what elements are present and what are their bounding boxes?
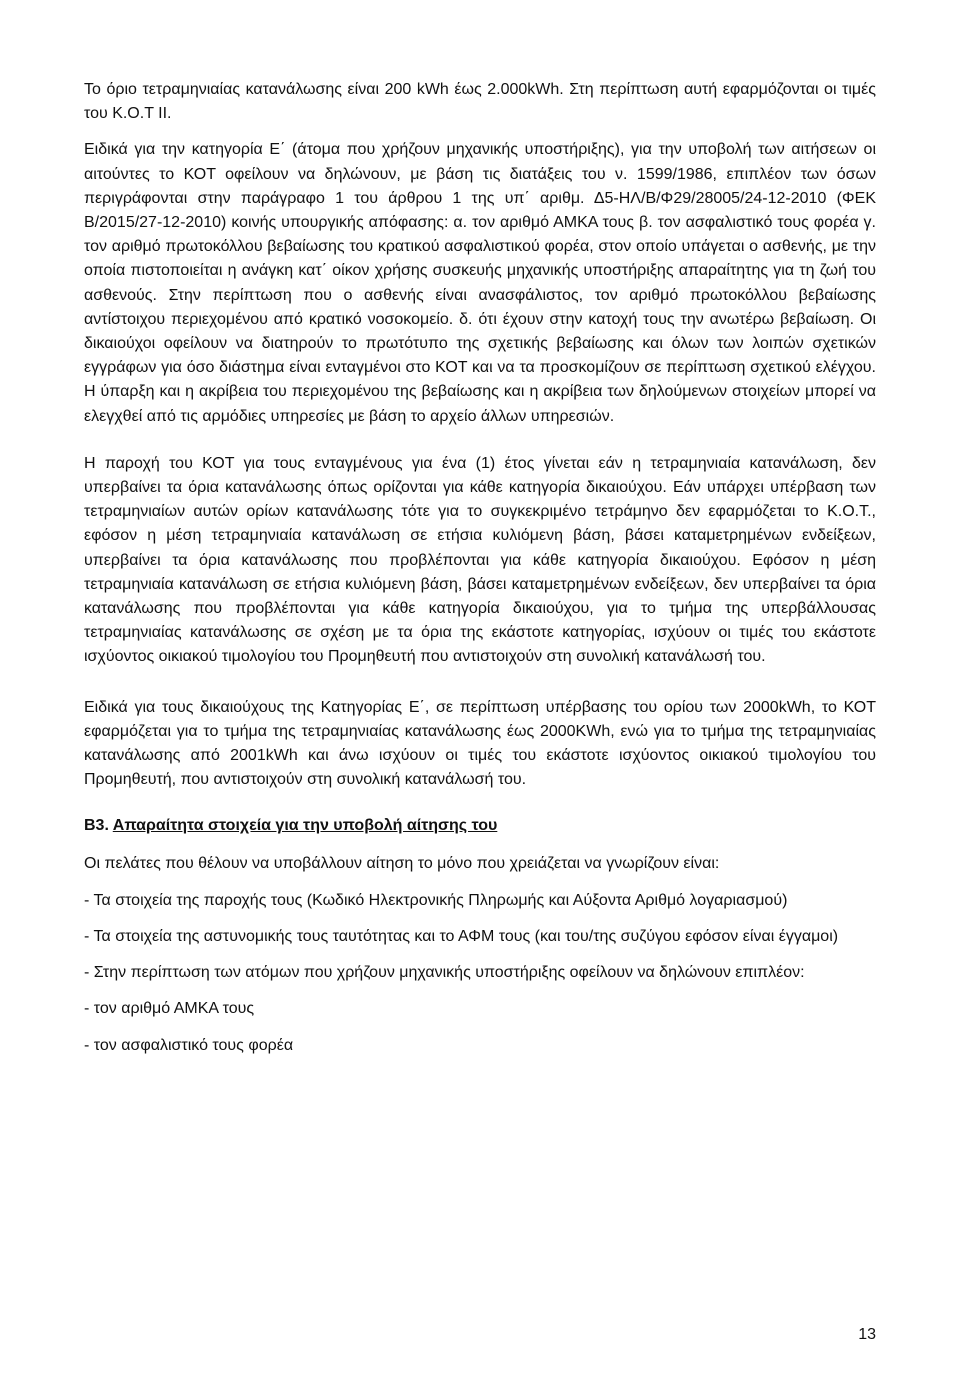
list-item: - τον αριθμό ΑΜΚΑ τους — [84, 1000, 255, 1018]
paragraph-category-e: Ειδικά για την κατηγορία Ε΄ (άτομα που χρήζουν μηχανικής υποστήριξης), για την υποβολή των αιτήσεων οι αιτούντες το ΚΟΤ οφείλουν να δηλώνουν, με βάση τις διατάξεις του ν. 1599/1986, επιπλέον των όσων περιγράφονται στην παράγραφο 1 του άρθρου 1 της υπ΄ αριθμ. Δ5-ΗΛ/Β/Φ29/28005/24-12-2010 (ΦΕΚ Β/2015/27-12-2010) κοινής υπουργικής απόφασης: α. τον αριθμό ΑΜΚΑ τους β. τον ασφαλιστικό τους φορέα γ. τον αριθμό πρωτοκόλλου βεβαίωσης του κρατικού ασφαλιστικού φορέα, στον οποίο υπάγεται ο ασθενής, με την οποία πιστοποιείται η ανάγκη κατ΄ οίκον χρήσης συσκευής μηχανικής υποστήριξης απαραίτητης για τη ζωή του ασθενούς. Στην περίπτωση που ο ασθενής είναι ανασφάλιστος, τον αριθμό πρωτοκόλλου βεβαίωσης αντίστοιχου περιεχομένου από κρατικό νοσοκομείο. δ. ότι έχουν στην κατοχή τους την ανωτέρω βεβαίωση. Οι δικαιούχοι οφείλουν να διατηρούν το πρωτότυπο της σχετικής βεβαίωσης και όλων των λοιπών σχετικών εγγράφων για όσο διάστημα είναι ενταγμένοι στο ΚΟΤ και να τα προσκομίζουν σε περίπτωση σχετικού ελέγχου. Η ύπαρξη και η ακρίβεια του περιεχομένου της βεβαίωσης και η ακρίβεια των δηλούμενων στοιχείων μπορεί να ελεγχθεί από τις αρμόδιες υπηρεσίες με βάση το αρχείο άλλων υπηρεσιών. — [84, 141, 876, 425]
list-item: - Τα στοιχεία της αστυνομικής τους ταυτότητας και το ΑΦΜ τους (και του/της συζύγου εφόσον είναι έγγαμοι) — [84, 927, 839, 945]
list-item: - Στην περίπτωση των ατόμων που χρήζουν μηχανικής υποστήριξης οφείλουν να δηλώνουν επιπλέον: — [84, 964, 805, 982]
document-page — [84, 78, 876, 1058]
paragraph-kot-provision: Η παροχή του ΚΟΤ για τους ενταγμένους για ένα (1) έτος γίνεται εάν η τετραμηνιαία κατανάλωση, δεν υπερβαίνει τα όρια κατανάλωσης όπως ορίζονται για κάθε κατηγορία δικαιούχου. Εάν υπάρχει υπέρβαση των τετραμηνιαίων αυτών ορίων κατανάλωσης τότε για το συγκεκριμένο τετράμηνο δεν εφαρμόζεται το Κ.Ο.Τ., εφόσον η μέση τετραμηνιαία κατανάλωση σε ετήσια κυλιόμενη βάση, βάσει καταμετρημένων ενδείξεων, υπερβαίνει τα όρια κατανάλωσης που προβλέπονται για κάθε κατηγορία δικαιούχου. Εφόσον η μέση τετραμηνιαία κατανάλωση σε ετήσια κυλιόμενη βάση, βάσει καταμετρημένων ενδείξεων, δεν υπερβαίνει τα όρια κατανάλωσης που προβλέπονται για κάθε κατηγορία δικαιούχου, για το τμήμα της υπερβάλλουσας τετραμηνιαίας κατανάλωσης σε σχέση με τα όρια της εκάστοτε κατηγορίας, ισχύουν οι τιμές του εκάστοτε ισχύοντος οικιακού τιμολογίου του Προμηθευτή που αντιστοιχούν στη συνολική κατανάλωσή του. — [84, 454, 876, 666]
list-item: - τον ασφαλιστικό τους φορέα — [84, 1036, 294, 1054]
paragraph-category-e-exceedance: Ειδικά για τους δικαιούχους της Κατηγορίας Ε΄, σε περίπτωση υπέρβασης του ορίου των 2000kWh, το ΚΟΤ εφαρμόζεται για το τμήμα της τετραμηνιαίας κατανάλωσης έως 2000KWh, ενώ για το τμήμα της τετραμηνιαίας κατανάλωσης από 2001kWh και άνω ισχύουν οι τιμές του εκάστοτε ισχύοντος οικιακού τιμολογίου του Προμηθευτή, που αντιστοιχούν στη συνολική κατανάλωσή του. — [84, 698, 876, 789]
section-intro: Οι πελάτες που θέλουν να υποβάλλουν αίτηση το μόνο που χρειάζεται να γνωρίζουν είναι: — [84, 855, 720, 873]
paragraph-consumption-limit: Το όριο τετραμηνιαίας κατανάλωσης είναι 200 kWh έως 2.000kWh. Στη περίπτωση αυτή εφαρμόζονται οι τιμές του Κ.Ο.Τ ΙΙ. — [84, 81, 876, 123]
section-number: Β3. — [84, 817, 109, 835]
section-title: Απαραίτητα στοιχεία για την υποβολή αίτησης του — [112, 817, 498, 835]
list-item: - Τα στοιχεία της παροχής τους (Κωδικό Ηλεκτρονικής Πληρωμής και Αύξοντα Αριθμό λογαριασμού) — [84, 891, 788, 909]
section-heading — [84, 814, 876, 838]
page-number: 13 — [858, 1326, 876, 1343]
